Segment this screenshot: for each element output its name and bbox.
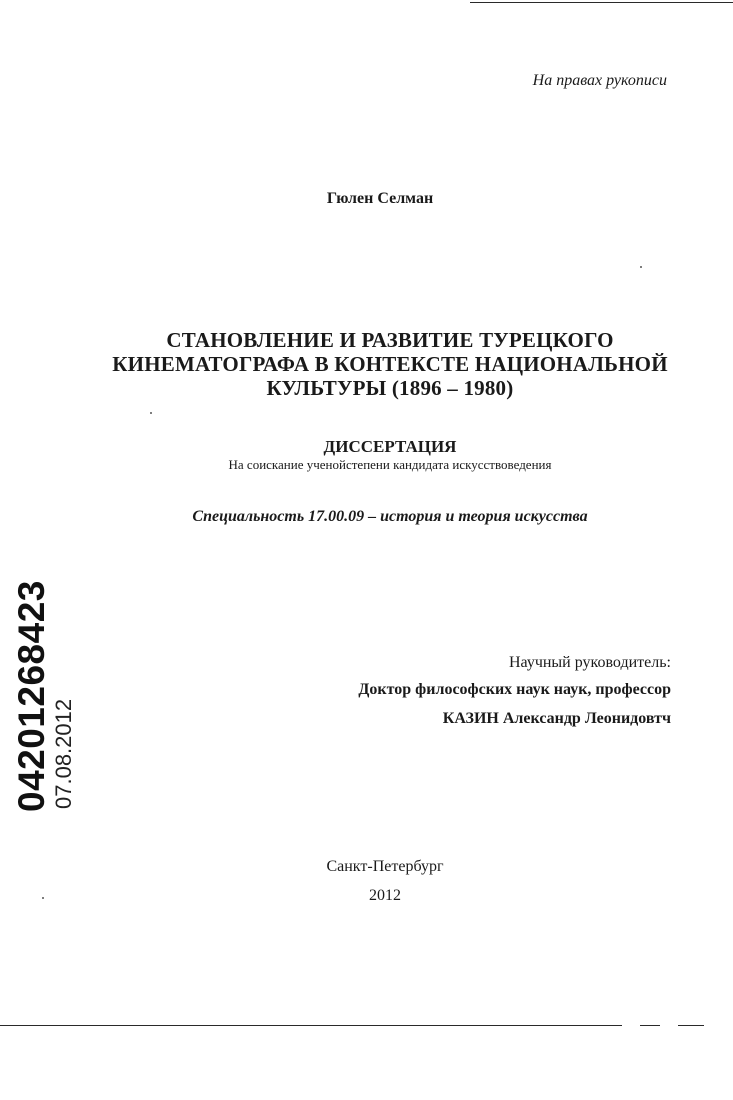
supervisor-name: КАЗИН Александр Леонидовтч xyxy=(442,710,671,727)
degree-line: На соискание ученойстепени кандидата искусствоведения xyxy=(228,457,552,472)
year: 2012 xyxy=(369,887,401,904)
supervisor-degree: Доктор философских наук наук, профессор xyxy=(358,681,671,698)
dissertation-title xyxy=(0,328,733,400)
library-stamp xyxy=(12,580,76,812)
scan-speck xyxy=(150,412,152,414)
supervisor-label: Научный руководитель: xyxy=(508,654,671,671)
title-line: КИНЕМАТОГРАФА В КОНТЕКСТЕ НАЦИОНАЛЬНОЙ xyxy=(112,352,668,376)
title-line: КУЛЬТУРЫ (1896 – 1980) xyxy=(266,376,514,400)
scan-speck xyxy=(640,266,642,268)
document-type: ДИССЕРТАЦИЯ xyxy=(323,437,457,456)
stamp-date: 07.08.2012 xyxy=(51,698,76,809)
scan-speck xyxy=(42,897,44,899)
specialty-line: Специальность 17.00.09 – история и теория искусства xyxy=(192,508,588,525)
bottom-scan-rule xyxy=(0,1025,622,1026)
bottom-scan-rule-dash xyxy=(640,1025,660,1026)
stamp-number: 04201268423 xyxy=(11,580,52,812)
bottom-scan-rule-dash xyxy=(678,1025,704,1026)
manuscript-notice: На правах рукописи xyxy=(532,72,667,89)
top-scan-rule xyxy=(470,2,733,3)
author-name: Гюлен Селман xyxy=(326,190,434,207)
title-line: СТАНОВЛЕНИЕ И РАЗВИТИЕ ТУРЕЦКОГО xyxy=(166,328,614,352)
city: Санкт-Петербург xyxy=(326,858,444,875)
